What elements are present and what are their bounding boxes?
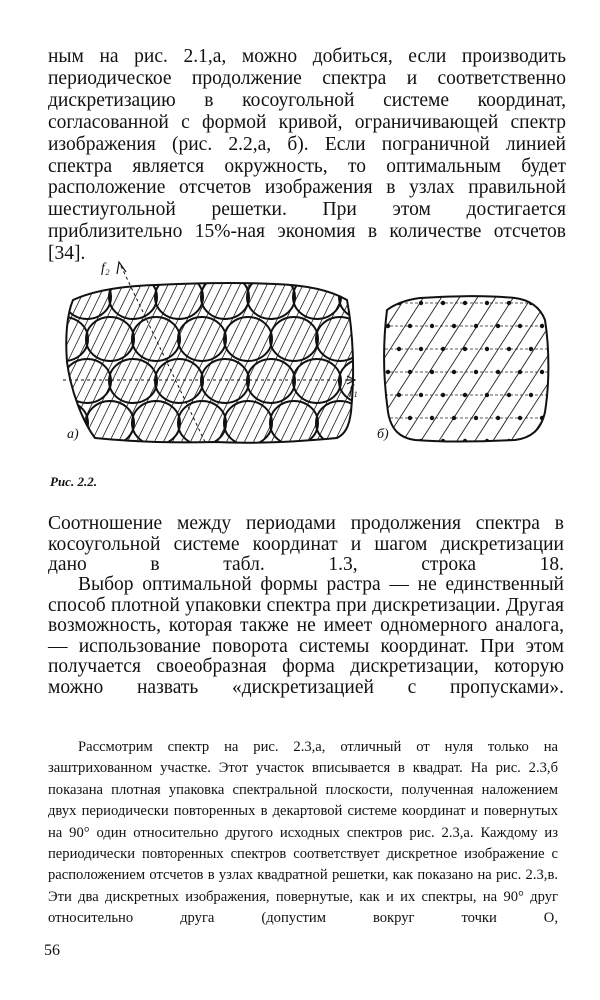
lattice-line xyxy=(435,292,535,447)
page-number: 56 xyxy=(44,942,60,959)
hatch-line xyxy=(197,252,292,447)
lattice-node xyxy=(397,393,401,397)
hatch-line xyxy=(251,252,346,447)
lattice-node xyxy=(551,301,555,305)
figure-2-2 xyxy=(55,252,565,462)
lattice-node xyxy=(441,301,445,305)
lattice-node xyxy=(529,439,533,443)
spectrum-circle xyxy=(155,359,203,403)
lattice-node xyxy=(397,439,401,443)
lattice-node xyxy=(408,370,412,374)
lattice-node xyxy=(540,370,544,374)
lattice-node xyxy=(386,370,390,374)
hatch-line xyxy=(55,252,85,447)
figure-caption: Рис. 2.2. xyxy=(50,474,97,489)
lattice-node xyxy=(485,393,489,397)
lattice-node xyxy=(397,347,401,351)
lattice-node xyxy=(452,370,456,374)
hatch-line xyxy=(170,252,265,447)
body-paragraph-top: ным на рис. 2.1,а, можно добиться, если производить периодическое продолжение спектра и соответственно дискретизацию в косоугольной системе координат, согласованной с формой кривой, ограничивающей спектр изображения (рис. 2.2,а, б). Если пограничной линией спектра является окружность, то оптимальным будет расположение отсчетов изображения в узлах правильной шестиугольной решетки. При этом достигается приблизительно 15%-ная экономия в количестве отсчетов [34]. xyxy=(48,46,566,265)
lattice-node xyxy=(430,324,434,328)
lattice-node xyxy=(375,301,379,305)
hatch-line xyxy=(107,252,202,447)
lattice-node xyxy=(485,301,489,305)
lattice-line xyxy=(507,292,565,447)
hatch-line xyxy=(89,252,184,447)
lattice-node xyxy=(452,416,456,420)
lattice-node xyxy=(474,370,478,374)
lattice-node xyxy=(375,393,379,397)
spectrum-circle xyxy=(63,275,111,319)
lattice-node xyxy=(474,324,478,328)
hatch-line xyxy=(233,252,328,447)
lattice-node xyxy=(452,324,456,328)
lattice-node xyxy=(496,324,500,328)
lattice-node xyxy=(408,416,412,420)
lattice-node xyxy=(430,416,434,420)
spectrum-circle xyxy=(224,401,272,445)
hatch-line xyxy=(206,252,301,447)
lattice-node xyxy=(496,370,500,374)
spectrum-circle xyxy=(201,359,249,403)
lattice-line xyxy=(561,292,565,447)
spectrum-circle xyxy=(109,275,157,319)
lattice-node xyxy=(496,416,500,420)
lattice-line xyxy=(489,292,565,447)
lattice-node xyxy=(463,393,467,397)
axis-f2-label: f₂ xyxy=(101,261,110,276)
lattice-line xyxy=(345,292,445,447)
lattice-node xyxy=(529,347,533,351)
hatch-line xyxy=(296,252,391,447)
spectrum-circle xyxy=(270,317,318,361)
lattice-line xyxy=(525,292,565,447)
lattice-line xyxy=(453,292,553,447)
lattice-node xyxy=(518,370,522,374)
hatch-line xyxy=(55,252,67,447)
lattice-node xyxy=(419,393,423,397)
lattice-node xyxy=(551,347,555,351)
lattice-node xyxy=(463,301,467,305)
hatch-line xyxy=(323,252,418,447)
lattice-node xyxy=(441,393,445,397)
body-paragraph-small: Рассмотрим спектр на рис. 2.3,а, отличный от нуля только на заштрихованном участке. Этот участок вписывается в квадрат. На рис. 2.3,б показана плотная упаковка спектральной плоскости, полученная наложением двух периодически повторенных в декартовой системе координат и повернутых на 90° один относительно другого исходных спектров рис. 2.3,а. Каждому из периодически повторенных спектров соответствует дискретное изображение с расположением отсчетов в узлах квадратной решетки, как показано на рис. 2.3,в. Эти два дискретных изображения, повернутые, как и их спектры, на 90° друг относительно друга (допустим вокруг точки О, xyxy=(48,739,558,927)
lattice-line xyxy=(399,292,499,447)
lattice-node xyxy=(518,416,522,420)
hatch-line xyxy=(152,252,247,447)
body-paragraph-2: Соотношение между периодами продолжения спектра в косоугольной системе координат и шагом дискретизации дано в табл. 1.3, строка 18. xyxy=(48,513,564,575)
spectrum-circle xyxy=(339,275,387,319)
body-paragraph-3: Выбор оптимальной формы растра — не единственный способ плотной упаковки спектра при дискретизации. Другая возможность, которая также не имеет одномерного аналога, — использование поворота системы координат. При этом получается своеобразная форма дискретизации, которую можно назвать «дискретизацией с пропусками». xyxy=(48,574,564,698)
hatch-line xyxy=(55,252,103,447)
panel-b-lattice xyxy=(255,292,565,447)
panel-b-label: б) xyxy=(377,427,389,442)
panel-a-label: а) xyxy=(67,427,79,442)
lattice-node xyxy=(441,347,445,351)
lattice-line xyxy=(363,292,463,447)
spectrum-circle xyxy=(55,359,65,403)
hatch-line xyxy=(55,252,58,447)
hatch-line xyxy=(278,252,373,447)
spectrum-circle xyxy=(178,401,226,445)
lattice-node xyxy=(529,393,533,397)
lattice-line xyxy=(381,292,481,447)
axis-f1-label: f₁ xyxy=(349,383,358,398)
lattice-line xyxy=(543,292,565,447)
spectrum-circle xyxy=(109,359,157,403)
lattice-node xyxy=(540,324,544,328)
lattice-node xyxy=(518,324,522,328)
lattice-node xyxy=(485,347,489,351)
spectrum-circle xyxy=(86,317,134,361)
hatch-line xyxy=(260,252,355,447)
hatch-line xyxy=(55,252,139,447)
lattice-line xyxy=(417,292,517,447)
spectrum-circle xyxy=(55,275,65,319)
spectrum-circle xyxy=(178,317,226,361)
lattice-node xyxy=(408,324,412,328)
lattice-node xyxy=(419,347,423,351)
lattice-node xyxy=(430,370,434,374)
hatch-line xyxy=(314,252,409,447)
hatch-line xyxy=(125,252,220,447)
hatch-line xyxy=(287,252,382,447)
lattice-node xyxy=(507,347,511,351)
hatch-line xyxy=(242,252,337,447)
lattice-node xyxy=(507,393,511,397)
lattice-node xyxy=(507,301,511,305)
lattice-node xyxy=(551,439,555,443)
lattice-node xyxy=(419,301,423,305)
spectrum-circle xyxy=(247,359,295,403)
spectrum-circle xyxy=(293,359,341,403)
hatch-line xyxy=(62,252,157,447)
hatch-line xyxy=(161,252,256,447)
lattice-node xyxy=(474,416,478,420)
hatch-line xyxy=(215,252,310,447)
spectrum-circle xyxy=(270,401,318,445)
lattice-node xyxy=(375,347,379,351)
lattice-node xyxy=(463,347,467,351)
lattice-node xyxy=(551,393,555,397)
